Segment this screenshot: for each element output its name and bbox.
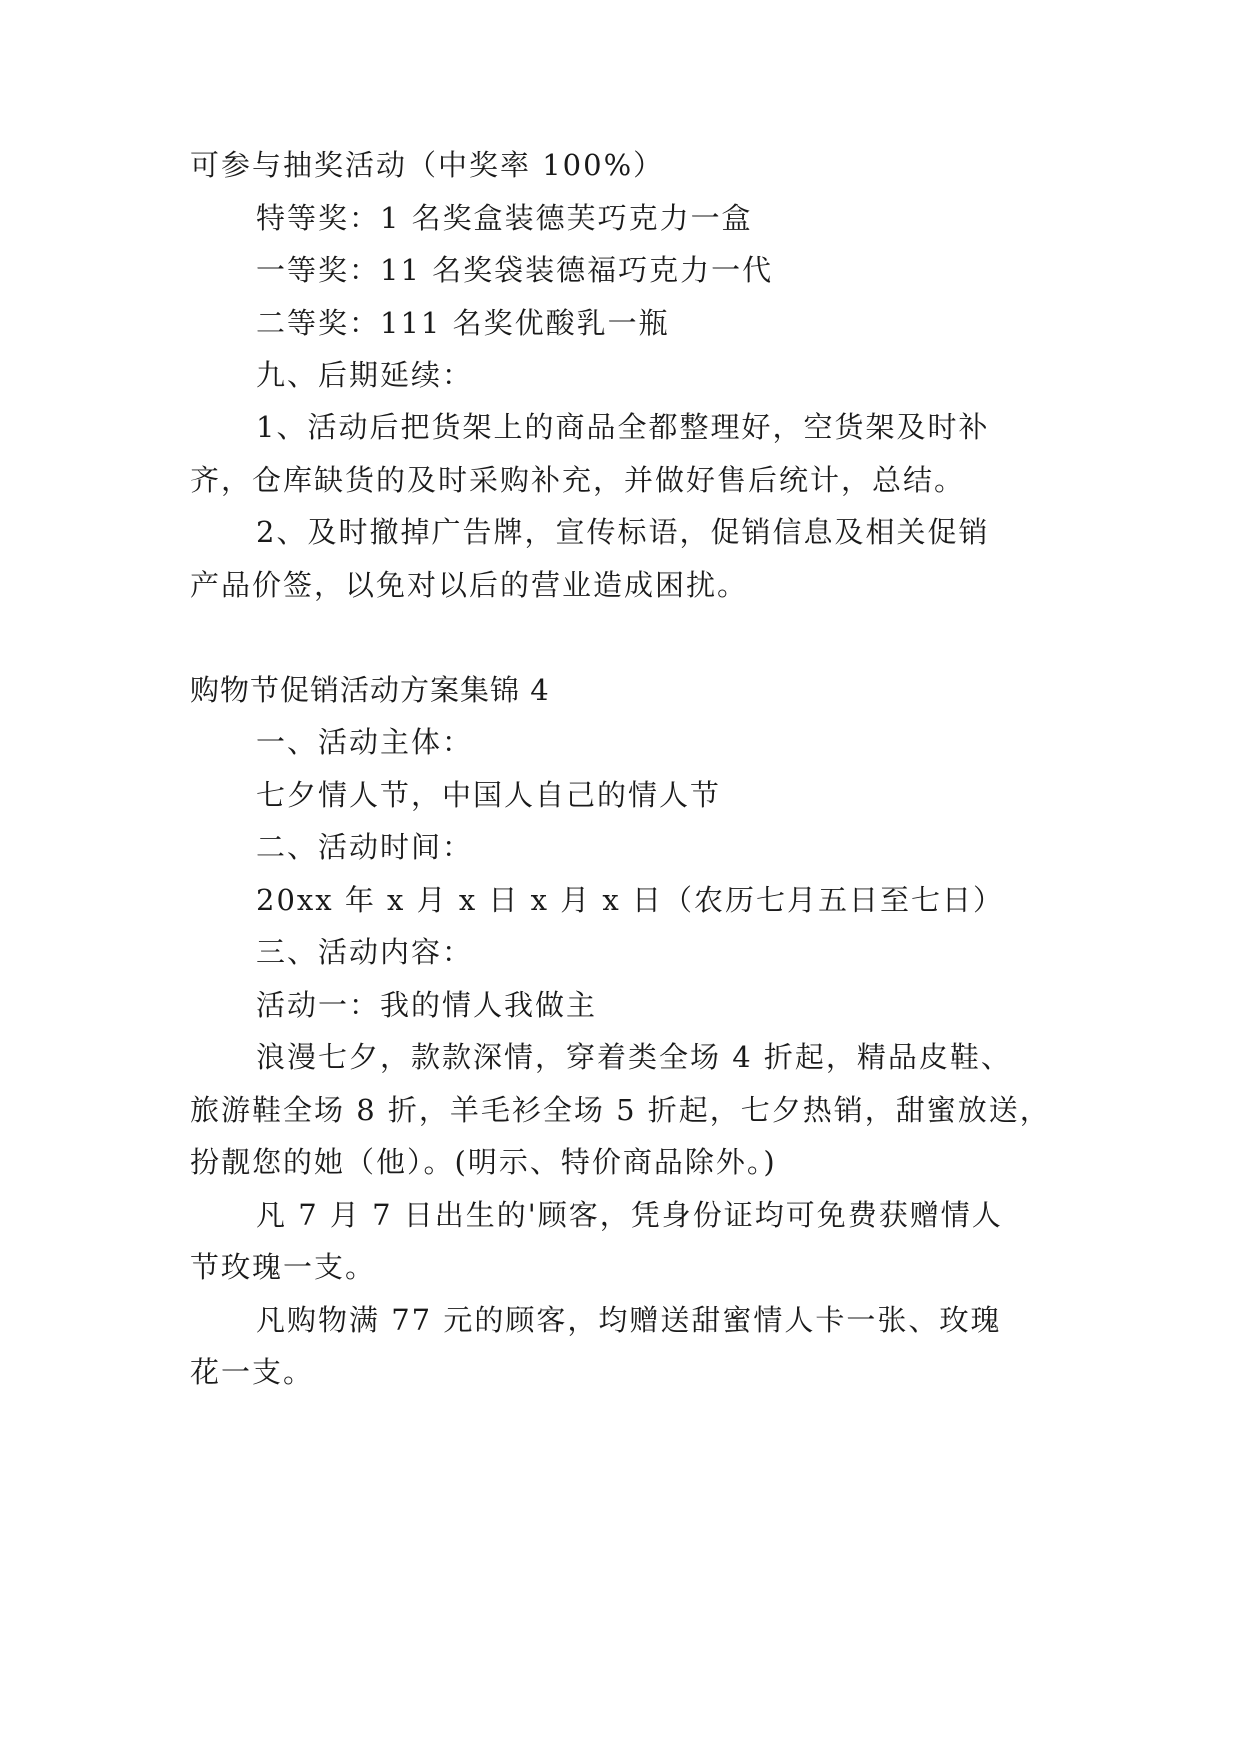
section4-title: 购物节促销活动方案集锦 4 xyxy=(190,673,550,707)
paragraph2-line1: 凡 7 月 7 日出生的'顾客，凭身份证均可免费获赠情人 xyxy=(256,1198,1003,1232)
subject-heading: 一、活动主体： xyxy=(256,725,474,759)
paragraph1-line3: 扮靓您的她（他）。(明示、特价商品除外。) xyxy=(190,1145,777,1179)
activity1-title: 活动一：我的情人我做主 xyxy=(256,988,598,1022)
followup-item1-line1: 1、活动后把货架上的商品全都整理好，空货架及时补 xyxy=(256,410,990,444)
paragraph2-line2: 节玫瑰一支。 xyxy=(190,1250,377,1284)
followup-item2-line1: 2、及时撤掉广告牌，宣传标语，促销信息及相关促销 xyxy=(256,515,990,549)
lottery-intro-line: 可参与抽奖活动（中奖率 100%） xyxy=(190,148,665,182)
followup-item2-line2: 产品价签，以免对以后的营业造成困扰。 xyxy=(190,568,749,602)
prize-grand-line: 特等奖：1 名奖盒装德芙巧克力一盒 xyxy=(256,201,753,235)
paragraph3-line2: 花一支。 xyxy=(190,1355,315,1389)
paragraph1-line2: 旅游鞋全场 8 折，羊毛衫全场 5 折起，七夕热销，甜蜜放送， xyxy=(190,1093,1051,1127)
followup-heading: 九、后期延续： xyxy=(256,358,474,392)
paragraph1-line1: 浪漫七夕，款款深情，穿着类全场 4 折起，精品皮鞋、 xyxy=(256,1040,1012,1074)
prize-first-line: 一等奖：11 名奖袋装德福巧克力一代 xyxy=(256,253,774,287)
content-heading: 三、活动内容： xyxy=(256,935,474,969)
time-text: 20xx 年 x 月 x 日 x 月 x 日（农历七月五日至七日） xyxy=(256,883,1004,917)
time-heading: 二、活动时间： xyxy=(256,830,474,864)
paragraph3-line1: 凡购物满 77 元的顾客，均赠送甜蜜情人卡一张、玫瑰 xyxy=(256,1303,1002,1337)
followup-item1-line2: 齐，仓库缺货的及时采购补充，并做好售后统计，总结。 xyxy=(190,463,966,497)
prize-second-line: 二等奖：111 名奖优酸乳一瓶 xyxy=(256,306,670,340)
subject-text: 七夕情人节，中国人自己的情人节 xyxy=(256,778,722,812)
